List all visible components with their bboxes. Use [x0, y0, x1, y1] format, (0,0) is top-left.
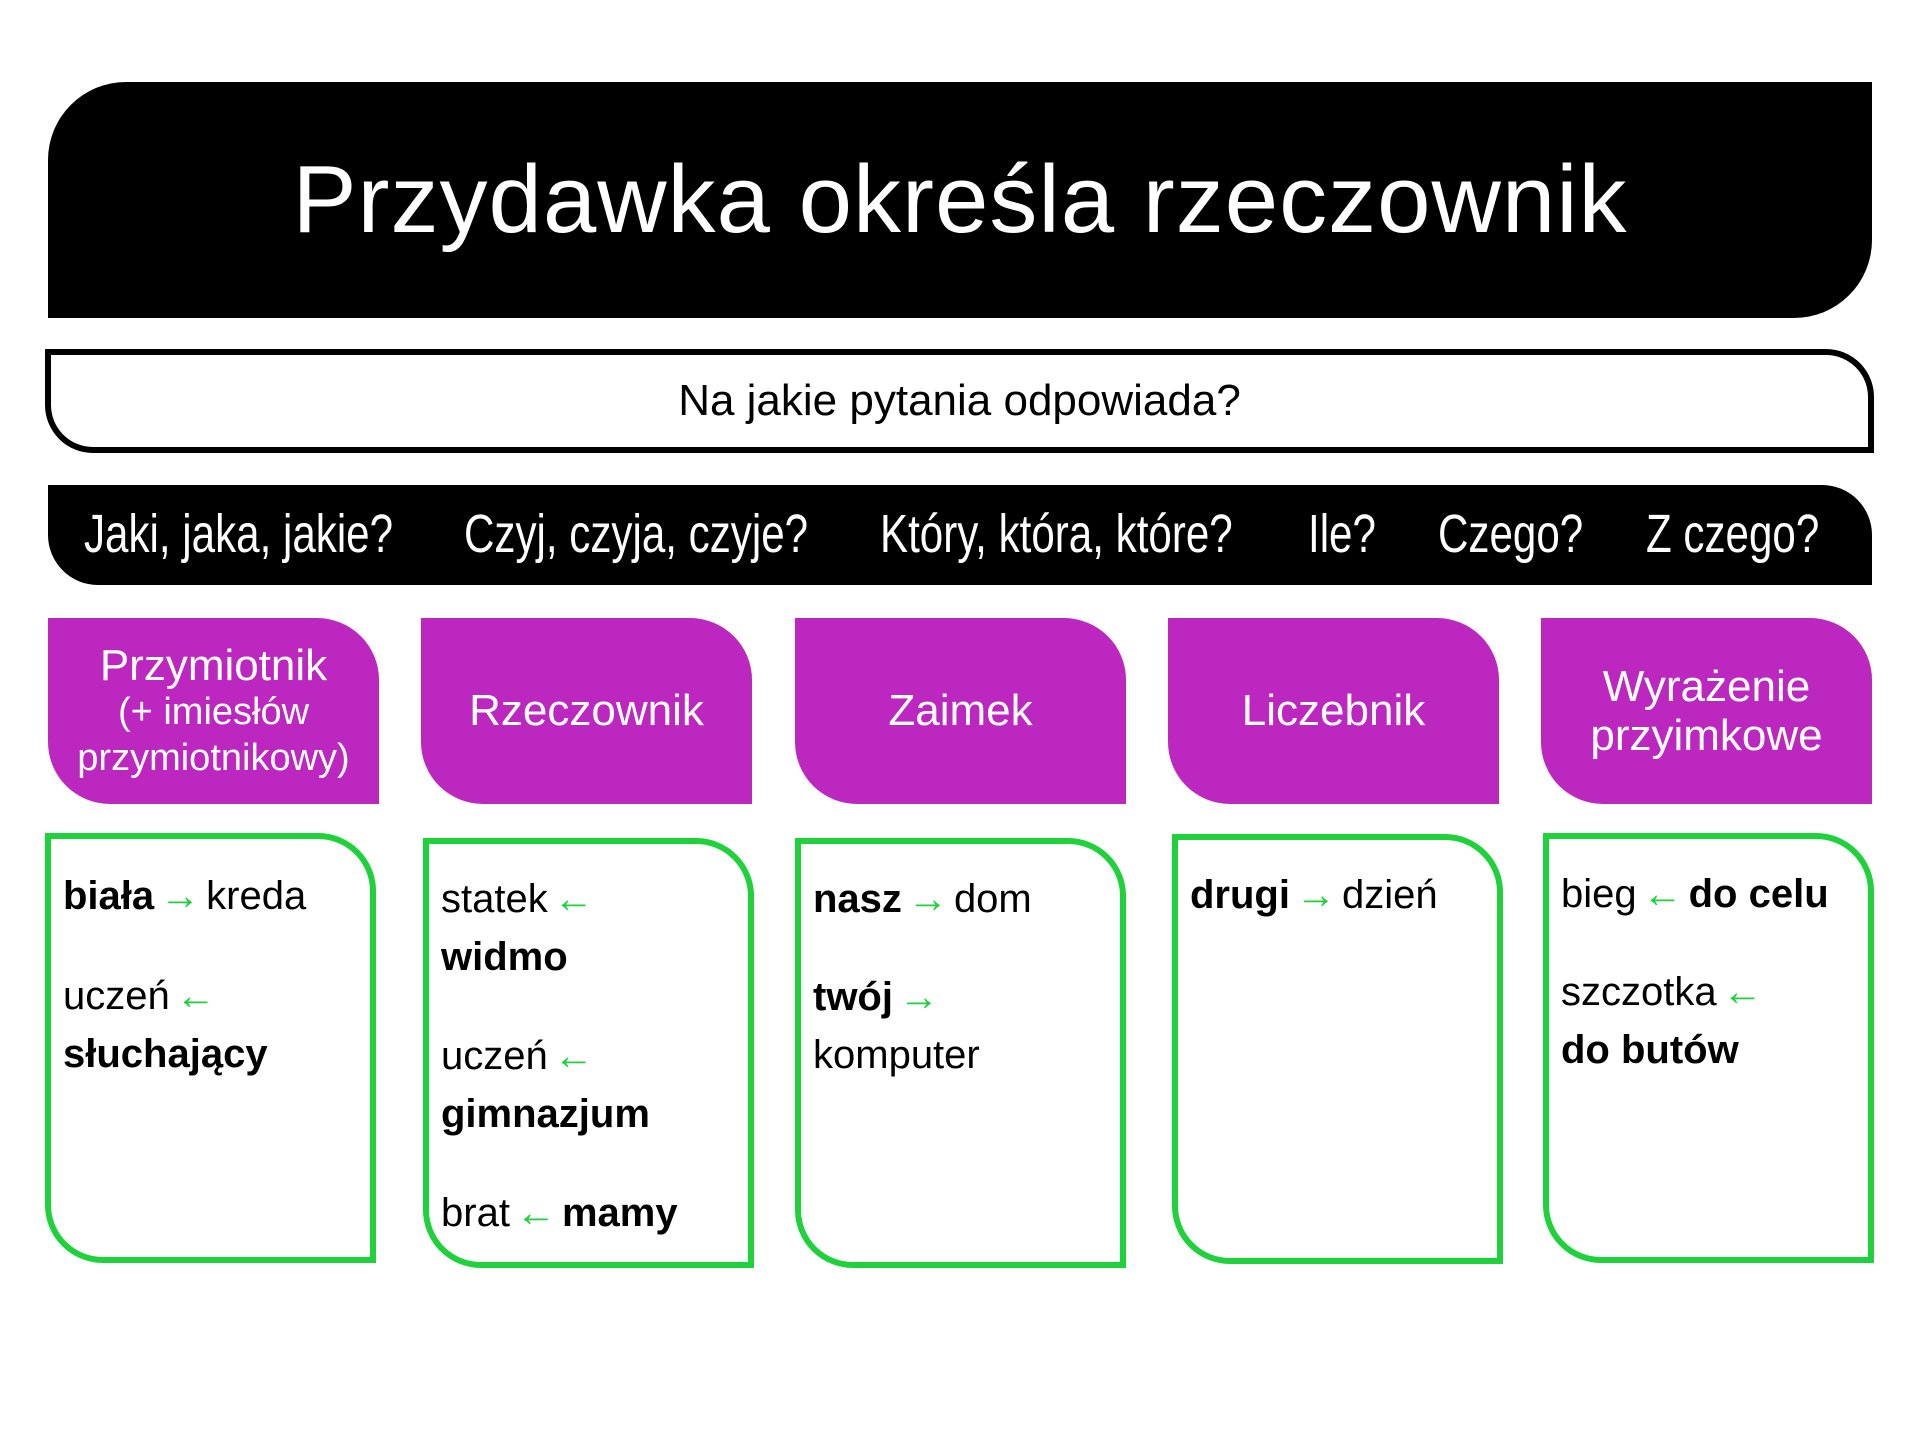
example-word: uczeń — [63, 974, 170, 1018]
page-title: Przydawka określa rzeczownik — [292, 146, 1628, 253]
example-word: drugi — [1190, 873, 1290, 917]
example-item — [63, 867, 364, 925]
question-item: Ile? — [1308, 504, 1376, 564]
example-item — [1561, 865, 1862, 923]
left-arrow-icon: ← — [175, 974, 216, 1018]
category-rzeczownik — [421, 618, 752, 804]
subtitle-box — [45, 349, 1874, 453]
category-label: Rzeczownik — [469, 686, 704, 736]
question-item: Czego? — [1438, 504, 1584, 564]
example-word: uczeń — [441, 1034, 548, 1078]
example-word: widmo — [441, 935, 568, 979]
example-word: nasz — [813, 877, 902, 921]
example-word: biała — [63, 874, 155, 918]
subtitle: Na jakie pytania odpowiada? — [678, 376, 1241, 425]
example-item — [441, 1027, 742, 1143]
example-word: słuchający — [63, 1032, 268, 1076]
category-label: Liczebnik — [1241, 686, 1426, 736]
example-item — [441, 1184, 742, 1242]
right-arrow-icon: → — [1295, 873, 1336, 917]
example-word: statek — [441, 877, 548, 921]
example-word: bieg — [1561, 872, 1637, 916]
left-arrow-icon: ← — [1722, 970, 1763, 1014]
example-item — [1190, 866, 1491, 924]
left-arrow-icon: ← — [515, 1191, 556, 1235]
example-word: mamy — [561, 1191, 678, 1235]
example-word: kreda — [206, 874, 307, 918]
example-item — [1561, 963, 1862, 1079]
category-subtitle: (+ imiesłów przymiotnikowy) — [77, 691, 350, 779]
category-liczebnik — [1168, 618, 1499, 804]
example-word: gimnazjum — [441, 1092, 650, 1136]
category-wyrazenie-przyimkowe — [1541, 618, 1872, 804]
left-arrow-icon: ← — [553, 877, 594, 921]
category-label: Zaimek — [888, 686, 1033, 736]
category-label: Wyrażenie przyimkowe — [1590, 661, 1823, 760]
right-arrow-icon: → — [898, 975, 939, 1019]
question-item: Czyj, czyja, czyje? — [464, 504, 809, 564]
category-zaimek — [795, 618, 1126, 804]
examples-przymiotnik — [45, 833, 376, 1263]
questions-bar — [48, 485, 1872, 585]
left-arrow-icon: ← — [553, 1034, 594, 1078]
question-item: Z czego? — [1646, 504, 1820, 564]
example-word: twój — [813, 975, 893, 1019]
example-word: brat — [441, 1191, 510, 1235]
question-item: Jaki, jaka, jakie? — [84, 504, 394, 564]
category-title: Przymiotnik — [99, 640, 328, 690]
example-word: dom — [953, 877, 1032, 921]
category-przymiotnik — [48, 618, 379, 804]
example-word: do celu — [1688, 872, 1829, 916]
examples-zaimek — [795, 838, 1126, 1268]
examples-liczebnik — [1172, 834, 1503, 1264]
question-item: Który, która, które? — [880, 504, 1233, 564]
example-item — [813, 870, 1114, 928]
category-label — [48, 641, 379, 781]
right-arrow-icon: → — [907, 877, 948, 921]
example-item — [813, 968, 1114, 1084]
right-arrow-icon: → — [160, 874, 201, 918]
example-item — [63, 967, 364, 1083]
title-banner — [48, 82, 1872, 318]
example-word: do butów — [1561, 1028, 1739, 1072]
examples-rzeczownik — [423, 838, 754, 1268]
left-arrow-icon: ← — [1642, 872, 1683, 916]
example-word: szczotka — [1561, 970, 1717, 1014]
example-word: dzień — [1341, 873, 1438, 917]
example-word: komputer — [813, 1033, 980, 1077]
example-item — [441, 870, 742, 986]
examples-wyrazenie-przyimkowe — [1543, 833, 1874, 1263]
